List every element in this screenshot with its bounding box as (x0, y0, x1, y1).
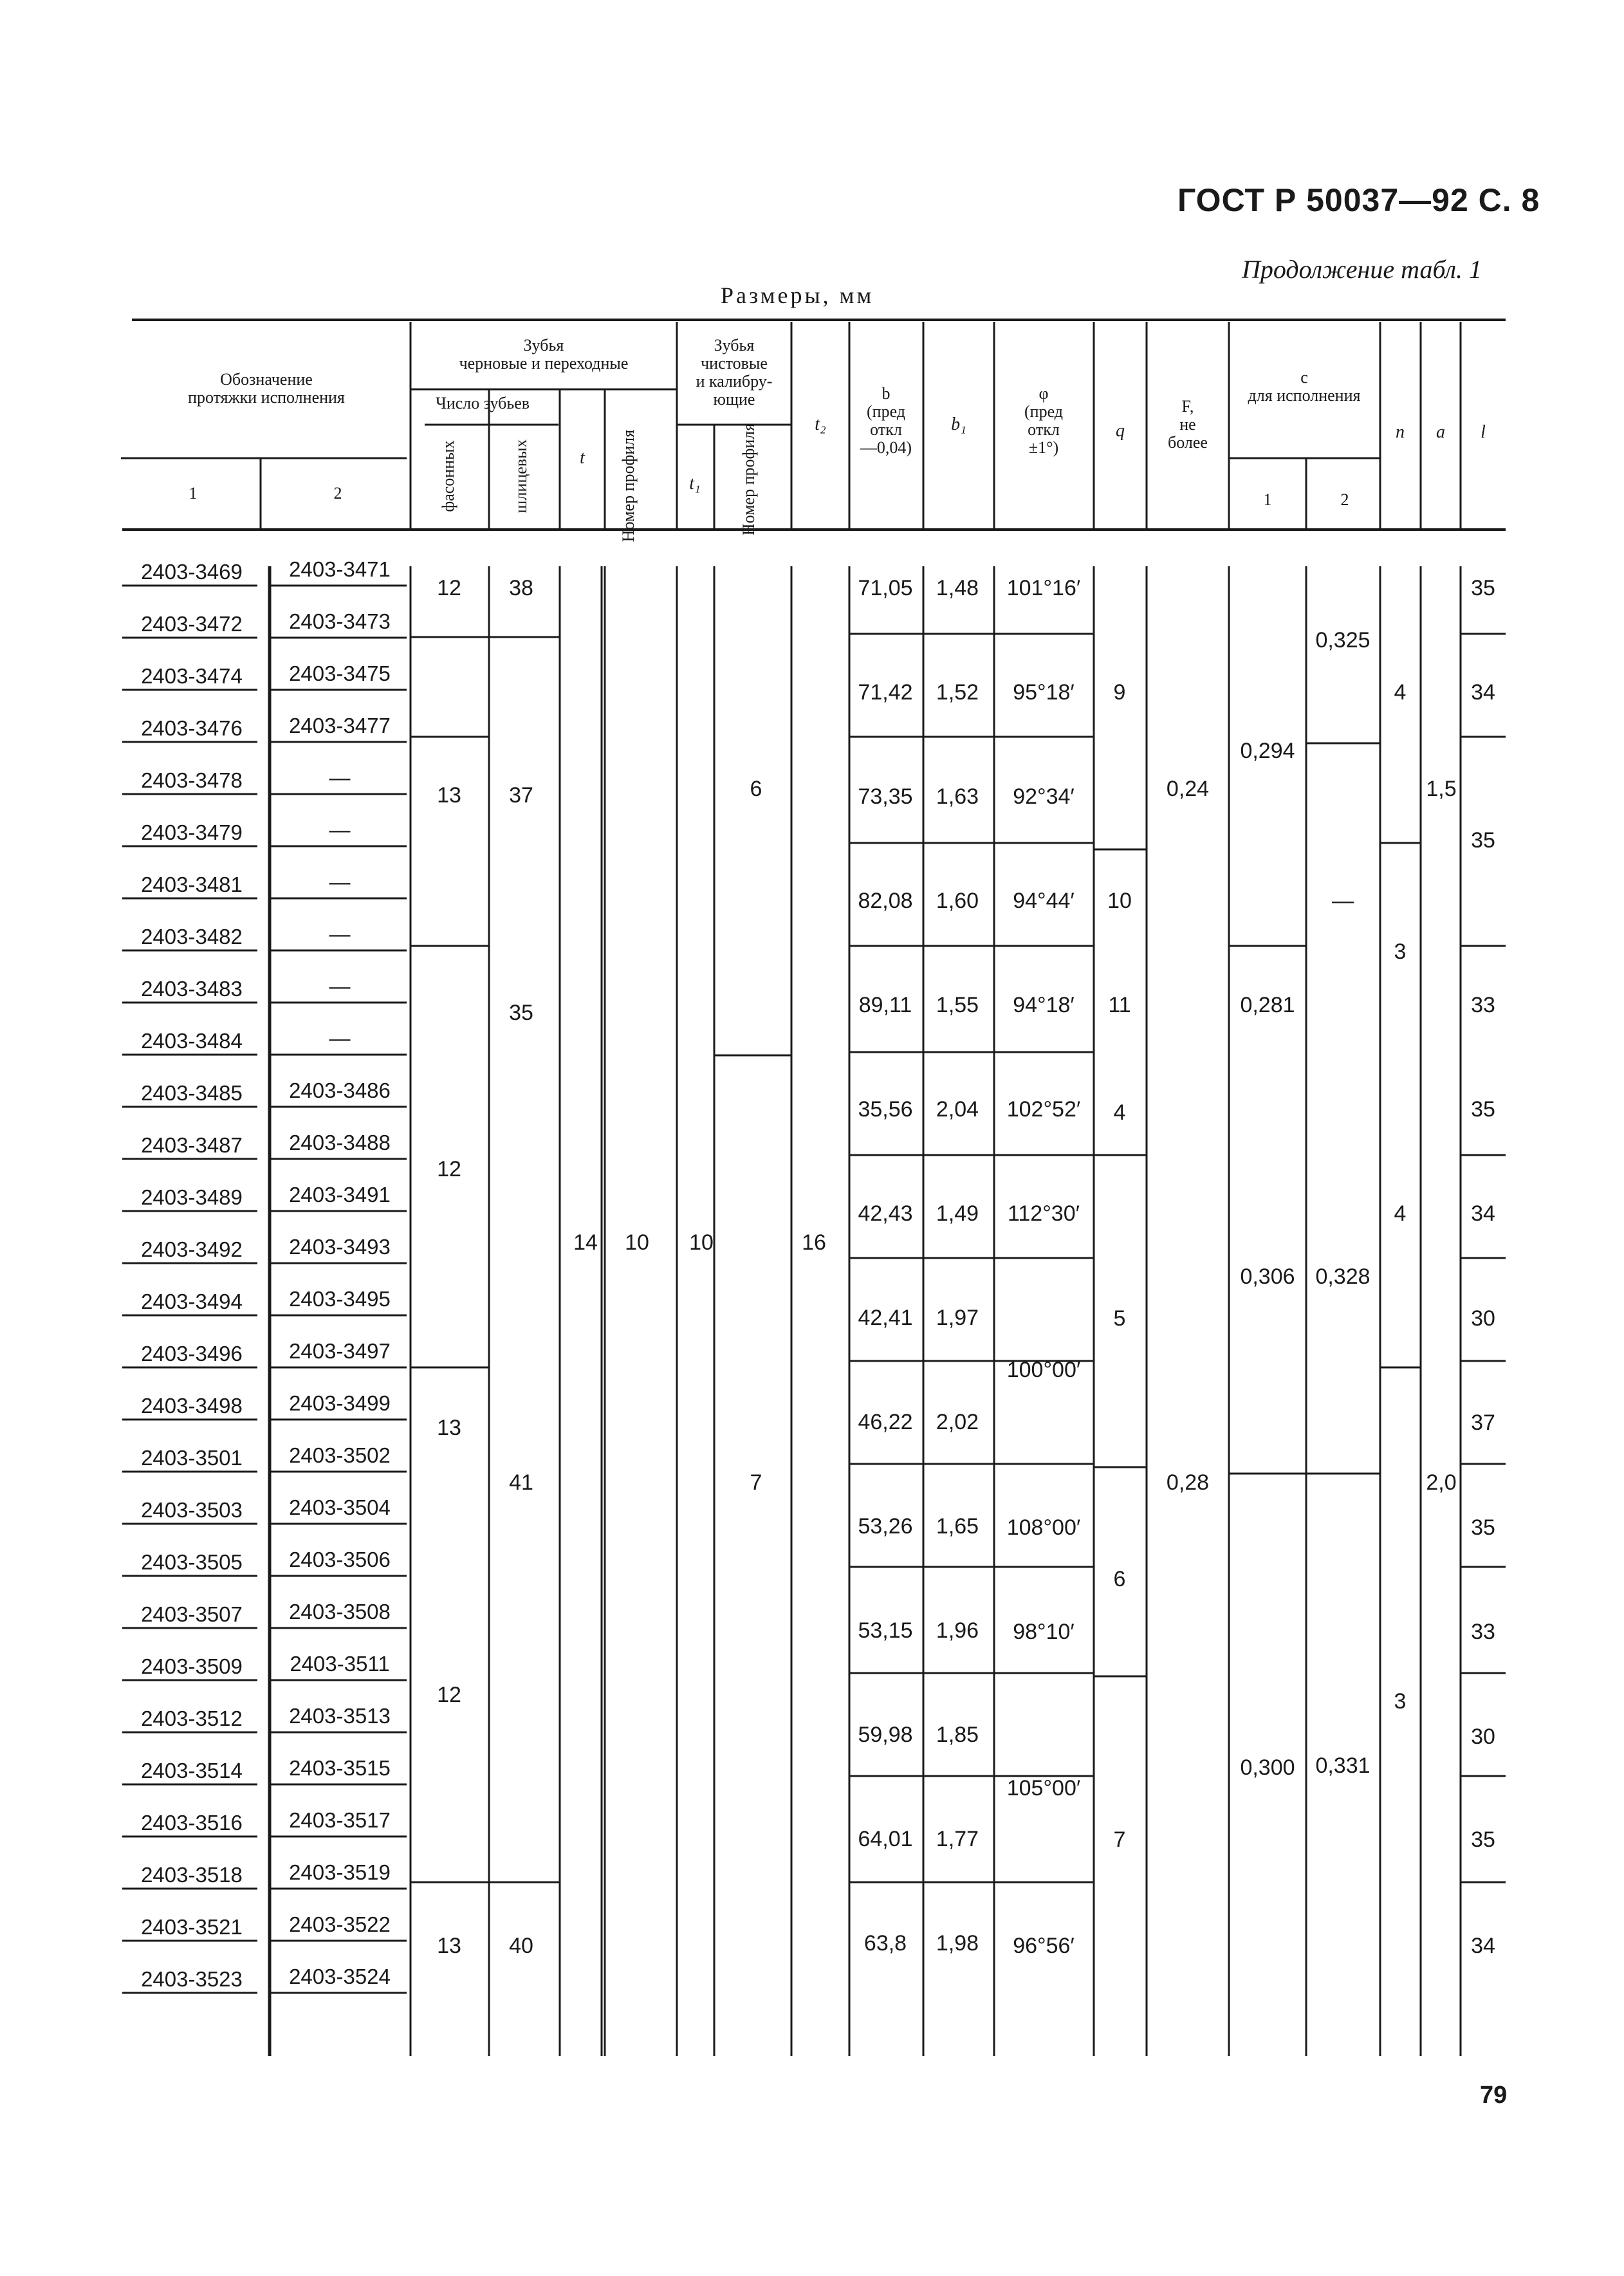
spline-value: 40 (509, 1934, 533, 1958)
designation-code-2: 2403-3519 (289, 1860, 391, 1884)
b-value: 73,35 (858, 784, 913, 809)
designation-code-1: 2403-3509 (141, 1654, 243, 1678)
n-header: n (1396, 422, 1405, 442)
designation-code-1: 2403-3518 (141, 1863, 243, 1887)
designation-code-2: — (329, 1026, 351, 1050)
designation-code-1: 2403-3472 (141, 612, 243, 636)
profile-no2-header: Номер профиля (739, 423, 758, 536)
spline-teeth-header: шлицевых (512, 439, 530, 513)
t2-value: 16 (802, 1230, 826, 1255)
q-value: 4 (1113, 1100, 1126, 1125)
b-value: 63,8 (863, 1931, 907, 1956)
b-value: 35,56 (858, 1097, 913, 1122)
designation-code-1: 2403-3494 (141, 1290, 243, 1313)
phi-value: 94°44′ (1013, 889, 1075, 913)
b1-value: 1,77 (936, 1827, 979, 1851)
n-value: 3 (1394, 939, 1407, 964)
phi-header: ±1°) (1028, 438, 1059, 457)
l-value: 35 (1471, 1827, 1495, 1852)
designation-code-2: 2403-3491 (289, 1183, 391, 1207)
b-value: 42,43 (858, 1201, 913, 1226)
l-value: 34 (1471, 1201, 1495, 1226)
dimensions-caption: Размеры, мм (721, 282, 874, 308)
phi-value: 108°00′ (1006, 1515, 1081, 1540)
rough-teeth-header: черновые и переходные (459, 354, 629, 373)
c-header: для исполнения (1248, 386, 1361, 405)
f-header: более (1168, 433, 1208, 452)
l-value: 35 (1471, 1097, 1495, 1122)
spline-value: 38 (509, 576, 533, 600)
finish-teeth-header: и калибру- (696, 372, 773, 391)
designation-code-2: 2403-3522 (289, 1912, 391, 1936)
designation-code-2: — (329, 974, 351, 998)
designation-code-1: 2403-3469 (141, 560, 243, 584)
designation-code-2: 2403-3502 (289, 1443, 391, 1467)
designation-code-2: 2403-3473 (289, 609, 391, 633)
designation-code-2: 2403-3524 (289, 1965, 391, 1988)
designation-code-1: 2403-3481 (141, 873, 243, 896)
f-header: не (1179, 415, 1196, 434)
t-value: 14 (573, 1230, 598, 1255)
q-header: q (1116, 421, 1125, 441)
q-value: 11 (1108, 993, 1131, 1017)
c1-value: 0,300 (1240, 1755, 1295, 1780)
phi-value: 92°34′ (1013, 784, 1075, 809)
t2-header: t₂ (815, 414, 826, 434)
teeth-count-header: Число зубьев (435, 394, 530, 412)
a-value: 1,5 (1426, 777, 1457, 801)
profile-no2-value: 6 (750, 777, 762, 801)
b1-value: 1,97 (936, 1306, 979, 1330)
t1-header: t₁ (689, 474, 701, 494)
n-value: 4 (1394, 1201, 1407, 1226)
designation-code-2: 2403-3475 (289, 662, 391, 685)
l-value: 34 (1471, 1934, 1495, 1958)
document-title: ГОСТ Р 50037—92 С. 8 (1177, 182, 1540, 218)
col-1-header: 1 (189, 484, 198, 503)
l-value: 30 (1471, 1306, 1495, 1331)
b1-value: 2,02 (936, 1410, 979, 1434)
n-value: 3 (1394, 1689, 1407, 1714)
phi-value: 102°52′ (1006, 1097, 1081, 1122)
spline-value: 41 (509, 1470, 533, 1495)
b1-value: 1,52 (936, 680, 979, 705)
designation-code-2: 2403-3471 (289, 557, 391, 581)
designation-code-2: 2403-3497 (289, 1339, 391, 1363)
shaped-value: 13 (437, 1934, 461, 1958)
b1-value: 1,48 (936, 576, 979, 600)
b1-value: 1,60 (936, 889, 979, 913)
b1-value: 1,49 (936, 1201, 979, 1226)
a-value: 2,0 (1426, 1470, 1457, 1495)
q-value: 9 (1113, 680, 1126, 705)
c2-value: — (1332, 889, 1354, 913)
designation-code-1: 2403-3492 (141, 1237, 243, 1261)
shaped-value: 12 (437, 576, 461, 600)
b-header: b (881, 384, 890, 403)
l-value: 33 (1471, 993, 1495, 1017)
l-value: 33 (1471, 1620, 1495, 1644)
l-value: 37 (1471, 1411, 1495, 1435)
designation-code-1: 2403-3482 (141, 925, 243, 948)
b-header: —0,04) (860, 438, 912, 457)
t-header: t (580, 448, 585, 468)
phi-header: φ (1038, 384, 1049, 403)
designation-code-2: — (329, 766, 351, 790)
b1-value: 1,65 (936, 1514, 979, 1539)
designation-code-1: 2403-3476 (141, 716, 243, 740)
designation-code-1: 2403-3503 (141, 1498, 243, 1522)
b-value: 46,22 (858, 1410, 913, 1434)
c2-value: 0,328 (1315, 1264, 1370, 1289)
q-value: 10 (1107, 889, 1132, 913)
c1-value: 0,306 (1240, 1264, 1295, 1289)
c1-value: 0,294 (1240, 739, 1295, 763)
designation-code-1: 2403-3478 (141, 768, 243, 792)
designation-code-2: — (329, 922, 351, 946)
phi-value: 96°56′ (1013, 1934, 1075, 1958)
designation-code-2: 2403-3486 (289, 1078, 391, 1102)
designation-code-2: 2403-3513 (289, 1704, 391, 1728)
l-value: 34 (1471, 680, 1495, 705)
b-header: откл (870, 420, 902, 439)
shaped-value: 13 (437, 1416, 461, 1440)
designation-code-1: 2403-3514 (141, 1759, 243, 1782)
b1-header: b₁ (951, 414, 966, 434)
b-value: 53,15 (858, 1618, 913, 1643)
page-number: 79 (1480, 2082, 1508, 2109)
finish-teeth-header: Зубья (714, 336, 755, 355)
designation-code-1: 2403-3505 (141, 1550, 243, 1574)
l-value: 35 (1471, 1515, 1495, 1540)
q-value: 7 (1113, 1827, 1126, 1852)
c1-value: 0,281 (1240, 993, 1295, 1017)
b1-value: 1,85 (936, 1723, 979, 1747)
f-value: 0,28 (1166, 1470, 1210, 1495)
b1-value: 2,04 (936, 1097, 979, 1122)
designation-code-2: 2403-3511 (290, 1652, 390, 1676)
designation-code-2: 2403-3504 (289, 1495, 391, 1519)
b-value: 71,42 (858, 680, 913, 705)
b1-value: 1,63 (936, 784, 979, 809)
q-value: 6 (1113, 1567, 1126, 1591)
b1-value: 1,98 (936, 1931, 979, 1956)
b-value: 59,98 (858, 1723, 913, 1747)
shaped-teeth-header: фасонных (439, 440, 457, 512)
designation-code-1: 2403-3474 (141, 664, 243, 688)
l-header: l (1481, 422, 1486, 442)
f-value: 0,24 (1166, 777, 1210, 801)
b-value: 89,11 (858, 993, 912, 1017)
designation-code-1: 2403-3507 (141, 1602, 243, 1626)
finish-teeth-header: чистовые (701, 354, 768, 373)
profile-no-header: Номер профиля (619, 429, 638, 542)
designation-code-1: 2403-3512 (141, 1707, 243, 1730)
designation-code-2: 2403-3493 (289, 1235, 391, 1259)
phi-value: 98°10′ (1013, 1620, 1075, 1644)
designation-code-1: 2403-3501 (141, 1446, 243, 1470)
designation-header: протяжки исполнения (188, 388, 345, 407)
rough-teeth-header: Зубья (523, 336, 564, 355)
phi-value: 105°00′ (1006, 1776, 1081, 1800)
c-header: c (1300, 368, 1308, 387)
profile-no2-value: 7 (750, 1470, 762, 1495)
b-value: 71,05 (858, 576, 913, 600)
q-value: 5 (1113, 1306, 1126, 1331)
designation-code-2: — (329, 818, 351, 842)
designation-code-1: 2403-3496 (141, 1342, 243, 1365)
designation-code-1: 2403-3483 (141, 977, 243, 1001)
n-value: 4 (1394, 680, 1407, 705)
designation-code-2: 2403-3499 (289, 1391, 391, 1415)
b-value: 53,26 (858, 1514, 913, 1539)
phi-value: 100°00′ (1006, 1358, 1081, 1382)
designation-code-1: 2403-3489 (141, 1185, 243, 1209)
designation-code-2: 2403-3495 (289, 1287, 391, 1311)
designation-code-2: 2403-3488 (289, 1131, 391, 1154)
b-value: 82,08 (858, 889, 913, 913)
designation-code-2: 2403-3506 (289, 1548, 391, 1571)
designation-code-2: 2403-3515 (289, 1756, 391, 1780)
b-value: 42,41 (858, 1306, 913, 1330)
c2-value: 0,325 (1315, 628, 1370, 652)
designation-code-1: 2403-3487 (141, 1133, 243, 1157)
shaped-value: 13 (437, 783, 461, 808)
designation-code-1: 2403-3479 (141, 820, 243, 844)
designation-code-1: 2403-3523 (141, 1967, 243, 1991)
l-value: 35 (1471, 576, 1495, 600)
c2-header: 2 (1340, 490, 1349, 509)
t1-value: 10 (689, 1230, 714, 1255)
phi-value: 94°18′ (1013, 993, 1075, 1017)
phi-value: 101°16′ (1006, 576, 1081, 600)
b1-value: 1,55 (936, 993, 979, 1017)
finish-teeth-header: ющие (713, 390, 755, 409)
designation-header: Обозначение (220, 370, 313, 389)
c1-header: 1 (1263, 490, 1272, 509)
profile-no-value: 10 (625, 1230, 649, 1255)
b1-value: 1,96 (936, 1618, 979, 1643)
designation-code-1: 2403-3498 (141, 1394, 243, 1418)
b-header: (пред (867, 402, 905, 421)
f-header: F, (1181, 397, 1194, 416)
phi-value: 95°18′ (1013, 680, 1075, 705)
spline-value: 35 (509, 1001, 533, 1025)
designation-code-1: 2403-3484 (141, 1029, 243, 1053)
col-2-header: 2 (333, 484, 342, 503)
a-header: a (1436, 422, 1445, 442)
designation-code-1: 2403-3521 (141, 1915, 243, 1939)
phi-header: откл (1028, 420, 1060, 439)
designation-code-1: 2403-3485 (141, 1081, 243, 1105)
designation-code-2: 2403-3508 (289, 1600, 391, 1624)
table-continuation-note: Продолжение табл. 1 (1242, 255, 1482, 284)
spline-value: 37 (509, 783, 533, 808)
designation-code-1: 2403-3516 (141, 1811, 243, 1835)
phi-value: 112°30′ (1008, 1201, 1080, 1226)
designation-code-2: — (329, 870, 351, 894)
shaped-value: 12 (437, 1683, 461, 1707)
b-value: 64,01 (858, 1827, 913, 1851)
l-value: 30 (1471, 1725, 1495, 1749)
designation-code-2: 2403-3477 (289, 714, 391, 737)
designation-code-2: 2403-3517 (289, 1808, 391, 1832)
c2-value: 0,331 (1315, 1753, 1370, 1778)
shaped-value: 12 (437, 1157, 461, 1181)
phi-header: (пред (1024, 402, 1063, 421)
l-value: 35 (1471, 828, 1495, 853)
